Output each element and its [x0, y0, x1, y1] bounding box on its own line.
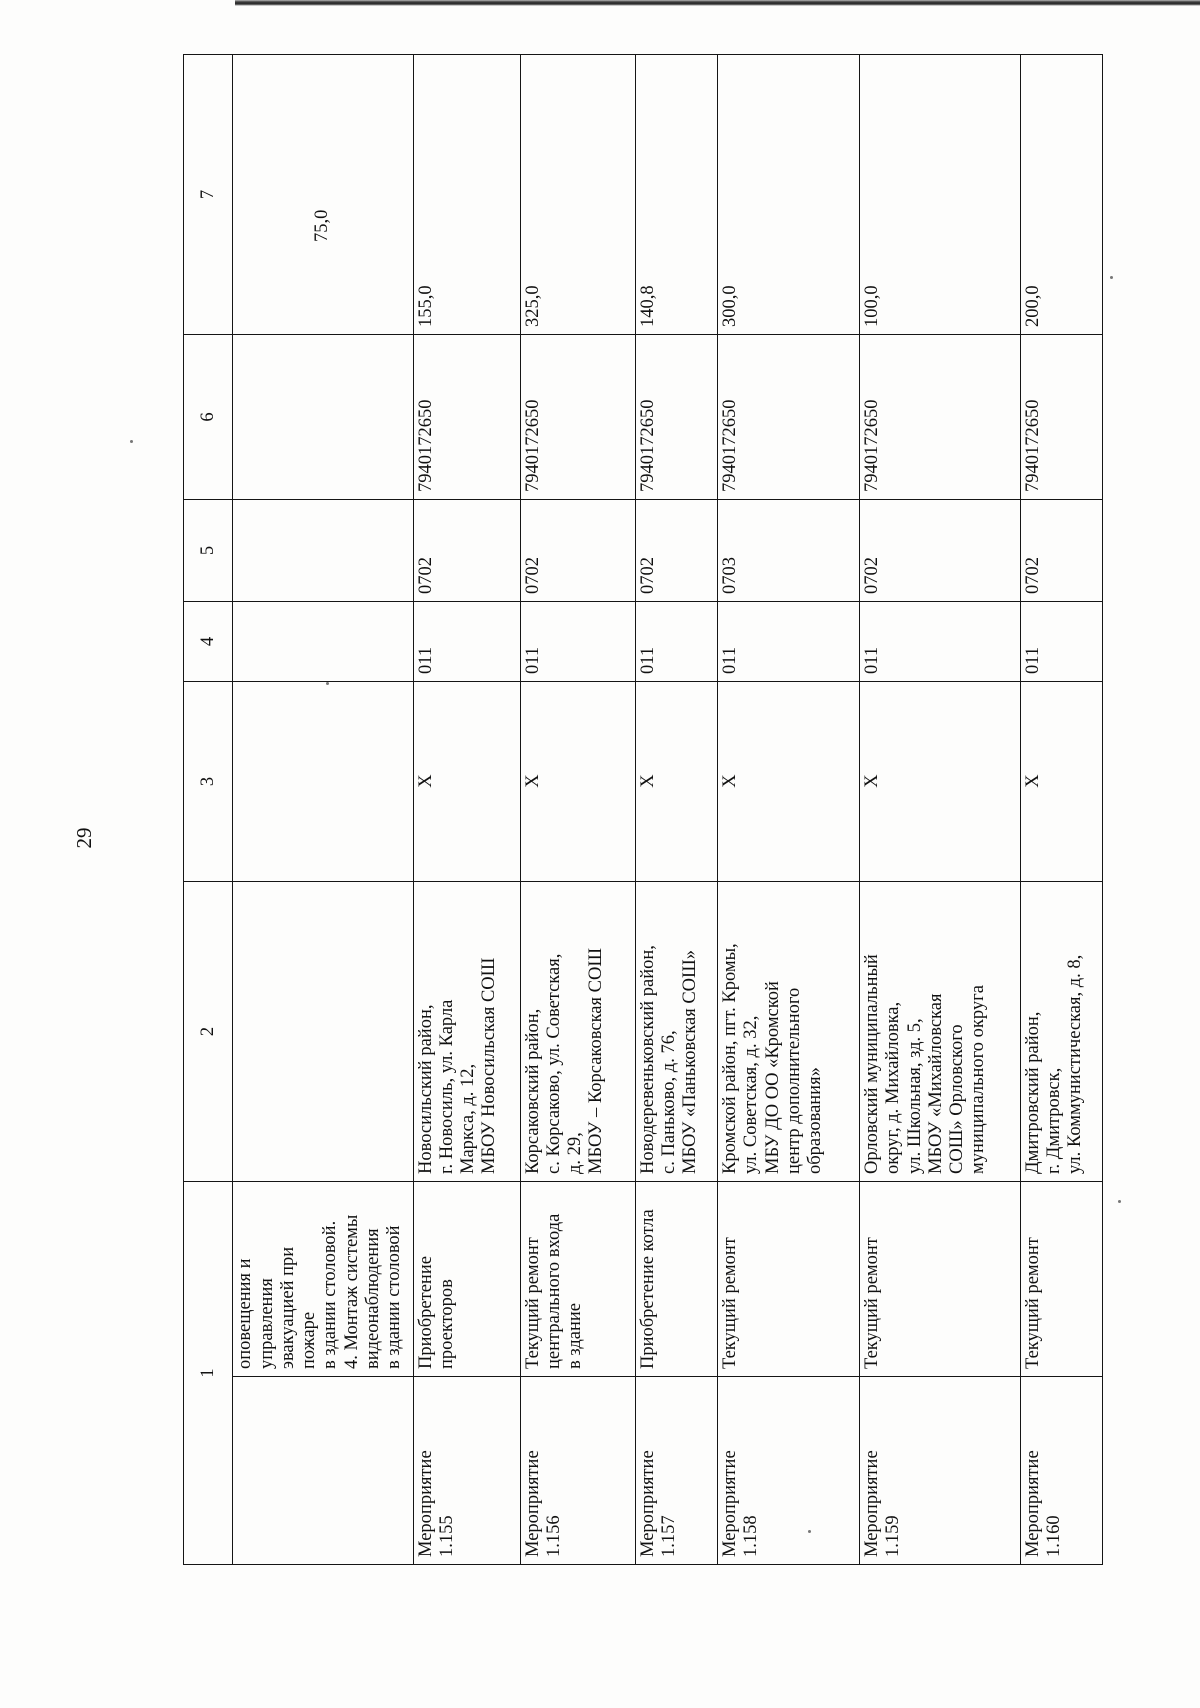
row-event-label: Мероприятие 1.160 — [1020, 1377, 1102, 1565]
cont-col4 — [233, 602, 413, 682]
row-col3: Х — [718, 682, 860, 882]
table-row — [635, 55, 717, 1565]
budget-table — [183, 54, 1103, 1565]
continuation-row — [233, 55, 413, 1565]
row-amount: 100,0 — [860, 55, 1021, 335]
page-number: 29 — [72, 827, 96, 849]
row-col3: Х — [860, 682, 1021, 882]
row-event-label: Мероприятие 1.159 — [860, 1377, 1021, 1565]
cont-description: оповещения и управления эвакуацией при пожаре в здании столовой. 4. Монтаж системы видеонаблюдения в здании столовой — [233, 1182, 413, 1377]
table-row — [413, 55, 520, 1565]
row-col6: 7940172650 — [718, 335, 860, 500]
row-col4: 011 — [635, 602, 717, 682]
cont-col6 — [233, 335, 413, 500]
row-col6: 7940172650 — [635, 335, 717, 500]
cont-col3 — [233, 682, 413, 882]
row-event-label: Мероприятие 1.158 — [718, 1377, 860, 1565]
table-row — [860, 55, 1021, 1565]
scan-speck — [1110, 276, 1113, 279]
row-col6: 7940172650 — [1020, 335, 1102, 500]
row-col4: 011 — [520, 602, 635, 682]
row-address: Корсаковский район, с. Корсаково, ул. Советская, д. 29, МБОУ – Корсаковская СОШ — [520, 882, 635, 1182]
row-event-label: Мероприятие 1.155 — [413, 1377, 520, 1565]
header-col-2: 2 — [184, 882, 233, 1182]
row-address: Орловский муниципальный округ, д. Михайловка, ул. Школьная, зд. 5, МБОУ «Михайловская СОШ» Орловского муниципального округа — [860, 882, 1021, 1182]
row-col4: 011 — [860, 602, 1021, 682]
cont-col1 — [233, 1377, 413, 1565]
scan-speck — [130, 440, 133, 443]
rotated-table-container — [183, 55, 1103, 1565]
row-col5: 0702 — [635, 500, 717, 602]
cont-col5 — [233, 500, 413, 602]
row-description: Текущий ремонт — [860, 1182, 1021, 1377]
row-event-label: Мероприятие 1.156 — [520, 1377, 635, 1565]
row-col6: 7940172650 — [860, 335, 1021, 500]
row-address: Новосильский район, г. Новосиль, ул. Карла Маркса, д. 12, МБОУ Новосильская СОШ — [413, 882, 520, 1182]
header-col-5: 5 — [184, 500, 233, 602]
row-description: Приобретение котла — [635, 1182, 717, 1377]
row-amount: 155,0 — [413, 55, 520, 335]
header-row — [184, 55, 233, 1565]
row-description: Текущий ремонт — [1020, 1182, 1102, 1377]
row-col5: 0702 — [860, 500, 1021, 602]
row-address: Новодеревеньковский район, с. Паньково, д. 76, МБОУ «Паньковская СОШ» — [635, 882, 717, 1182]
row-col3: Х — [635, 682, 717, 882]
row-col3: Х — [413, 682, 520, 882]
row-amount: 325,0 — [520, 55, 635, 335]
row-address: Дмитровский район, г. Дмитровск, ул. Коммунистическая, д. 8, — [1020, 882, 1102, 1182]
row-col3: Х — [520, 682, 635, 882]
row-col5: 0703 — [718, 500, 860, 602]
cont-amount: 75,0 — [233, 55, 413, 335]
row-col5: 0702 — [520, 500, 635, 602]
row-col3: Х — [1020, 682, 1102, 882]
row-description: Текущий ремонт центрального входа в здание — [520, 1182, 635, 1377]
row-col4: 011 — [413, 602, 520, 682]
header-col-1: 1 — [184, 1182, 233, 1565]
row-amount: 140,8 — [635, 55, 717, 335]
row-amount: 200,0 — [1020, 55, 1102, 335]
header-col-3: 3 — [184, 682, 233, 882]
row-event-label: Мероприятие 1.157 — [635, 1377, 717, 1565]
row-description: Текущий ремонт — [718, 1182, 860, 1377]
row-col6: 7940172650 — [413, 335, 520, 500]
row-description: Приобретение проекторов — [413, 1182, 520, 1377]
scan-speck — [1118, 1200, 1121, 1203]
row-col4: 011 — [718, 602, 860, 682]
table-row — [718, 55, 860, 1565]
header-col-6: 6 — [184, 335, 233, 500]
row-col5: 0702 — [413, 500, 520, 602]
cont-address — [233, 882, 413, 1182]
table-row — [520, 55, 635, 1565]
row-col6: 7940172650 — [520, 335, 635, 500]
header-col-4: 4 — [184, 602, 233, 682]
scan-speck — [326, 682, 329, 685]
table-row — [1020, 55, 1102, 1565]
row-col5: 0702 — [1020, 500, 1102, 602]
scan-speck — [808, 1530, 811, 1533]
scan-edge-line — [235, 0, 1200, 6]
row-col4: 011 — [1020, 602, 1102, 682]
header-col-7: 7 — [184, 55, 233, 335]
row-amount: 300,0 — [718, 55, 860, 335]
row-address: Кромской район, пгт. Кромы, ул. Советская, д. 32, МБУ ДО ОО «Кромской центр дополнительного образования» — [718, 882, 860, 1182]
